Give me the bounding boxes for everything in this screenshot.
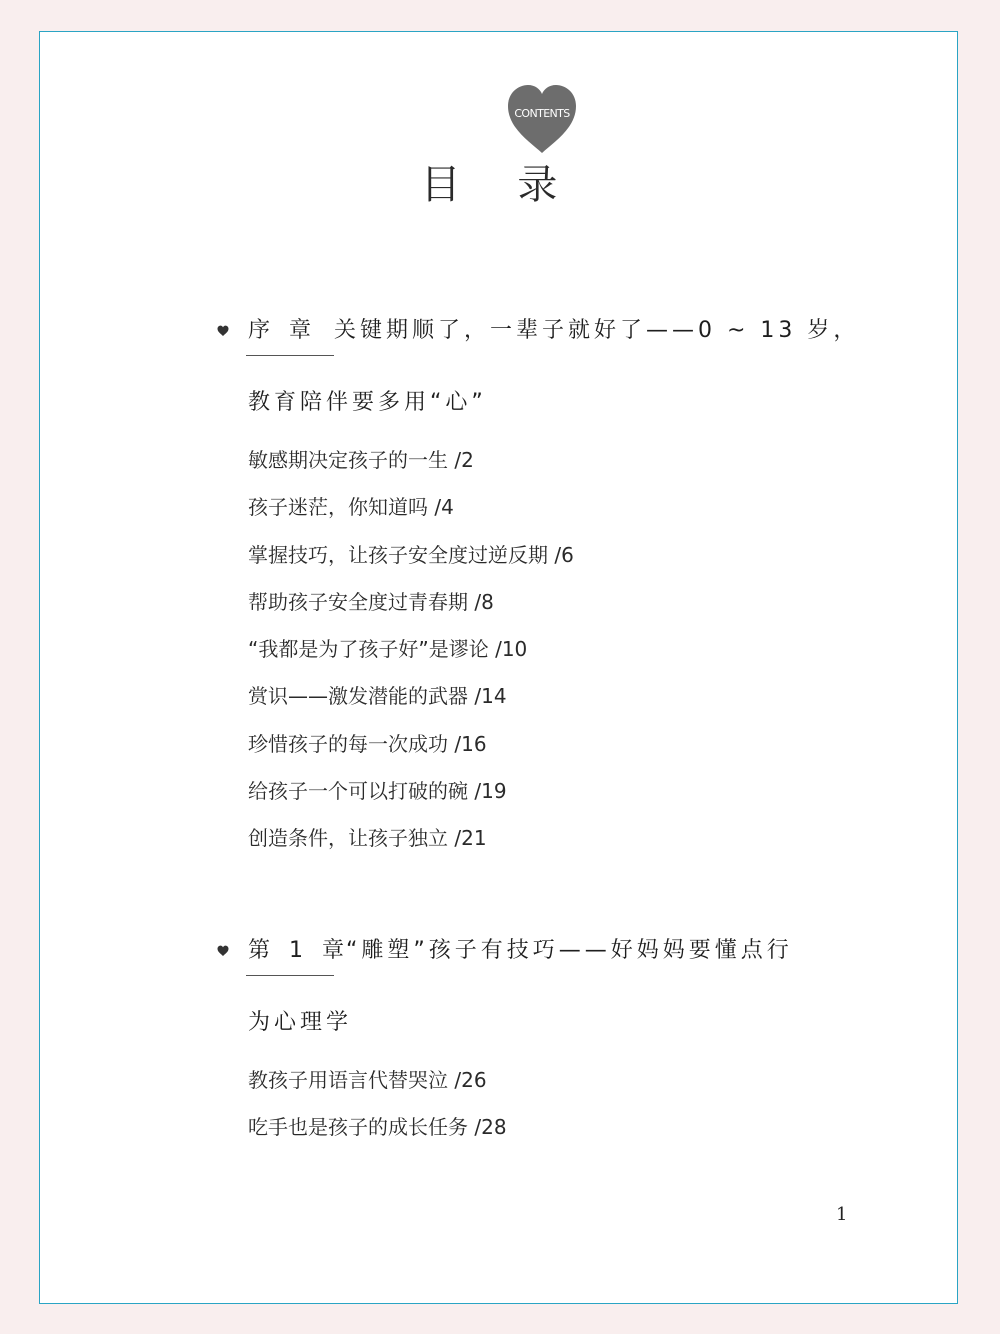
toc-entry[interactable]: 珍惜孩子的每一次成功 /16 (248, 731, 487, 756)
chapter-heading (248, 318, 868, 344)
page-number: 1 (836, 1204, 848, 1225)
toc-entry[interactable]: “我都是为了孩子好”是谬论 /10 (248, 637, 528, 662)
chapter-number: 第 1 章 (248, 938, 350, 963)
toc-entry[interactable]: 赏识——激发潜能的武器 /14 (248, 684, 507, 709)
chapter-number-underline (246, 975, 334, 976)
chapter-number-underline (246, 355, 334, 356)
toc-entry[interactable]: 创造条件，让孩子独立 /21 (248, 826, 487, 851)
chapter-title-line1: “雕塑”孩子有技巧——好妈妈要懂点行 (346, 938, 793, 963)
page-title: 目 录 (420, 162, 580, 208)
toc-entry[interactable]: 孩子迷茫，你知道吗 /4 (248, 495, 454, 520)
contents-label: CONTENTS (514, 107, 570, 120)
chapter-number: 序 章 (248, 318, 317, 343)
toc-entry[interactable]: 教孩子用语言代替哭泣 /26 (248, 1068, 487, 1092)
contents-heart-logo (506, 84, 578, 154)
toc-entry[interactable]: 给孩子一个可以打破的碗 /19 (248, 779, 507, 804)
toc-entry-list (248, 448, 574, 874)
toc-entry-list (248, 1068, 507, 1163)
chapter-title-line2: 教育陪伴要多用“心” (248, 390, 487, 415)
toc-entry[interactable]: 吃手也是孩子的成长任务 /28 (248, 1115, 507, 1140)
toc-entry[interactable]: 敏感期决定孩子的一生 /2 (248, 448, 474, 472)
toc-entry[interactable]: 掌握技巧，让孩子安全度过逆反期 /6 (248, 542, 574, 567)
chapter-title-line1: 关键期顺了，一辈子就好了——0 ~ 13 岁， (334, 318, 860, 343)
chapter-title-line2: 为心理学 (248, 1010, 353, 1035)
toc-entry[interactable]: 帮助孩子安全度过青春期 /8 (248, 589, 494, 614)
heart-bullet-icon (217, 945, 229, 957)
heart-bullet-icon (217, 325, 229, 337)
document-page (39, 31, 958, 1304)
chapter-heading (248, 938, 868, 964)
